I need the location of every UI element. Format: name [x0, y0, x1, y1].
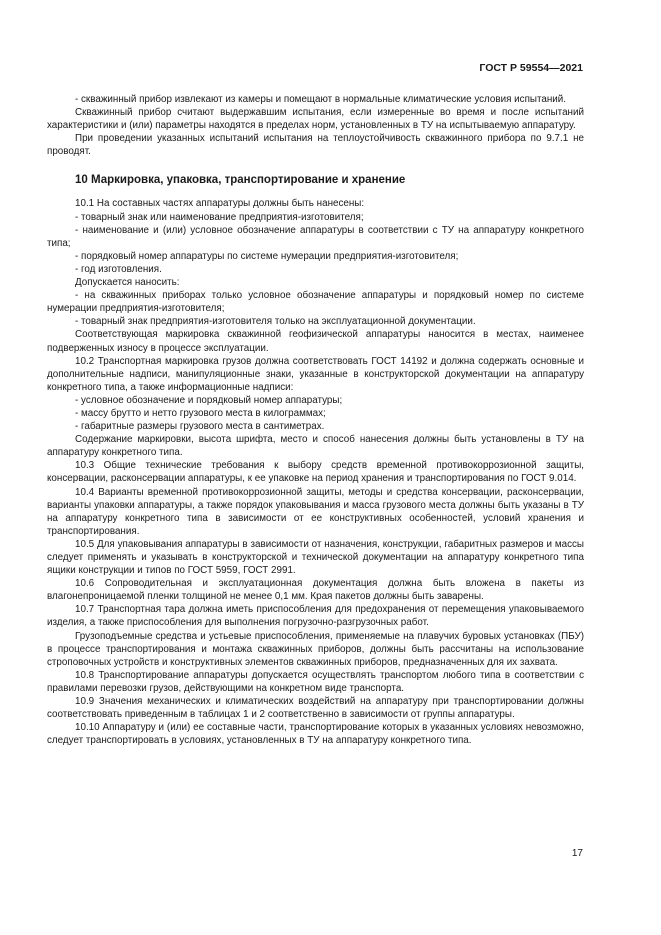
list-item: - массу брутто и нетто грузового места в килограммах; — [75, 407, 326, 419]
paragraph: Соответствующая маркировка скважинной геофизической аппаратуры наносится в местах, наименее подверженных износу в процессе эксплуатации. — [47, 329, 584, 354]
page-number: 17 — [571, 848, 583, 859]
paragraph: 10.7 Транспортная тара должна иметь приспособления для предохранения от перемещения упаковываемого изделия, а также приспособления для выполнения погрузочно-разгрузочных работ. — [47, 604, 584, 629]
list-item: - товарный знак или наименование предприятия-изготовителя; — [75, 211, 364, 223]
list-item: - порядковый номер аппаратуры по системе нумерации предприятия-изготовителя; — [75, 250, 459, 262]
document-header: ГОСТ Р 59554—2021 — [479, 62, 583, 74]
paragraph: - скважинный прибор извлекают из камеры и помещают в нормальные климатические условия испытаний. — [75, 94, 567, 105]
list-item: - год изготовления. — [75, 263, 162, 275]
paragraph: При проведении указанных испытаний испытания на теплоустойчивость скважинного прибора по 9.7.1 не проводят. — [47, 133, 584, 158]
paragraph: Грузоподъемные средства и устьевые приспособления, применяемые на плавучих буровых установках (ПБУ) в процессе транспортирования и монтажа скважинных приборов, должны быть рассчитаны на использование строповочных устройств и конструктивных элементов скважинных приборов, предназначенных для их захвата. — [47, 630, 584, 668]
paragraph: 10.8 Транспортирование аппаратуры допускается осуществлять транспортом любого типа в соответствии с правилами перевозки грузов, действующими на конкретном виде транспорта. — [47, 669, 584, 694]
list-item: - габаритные размеры грузового места в сантиметрах. — [75, 421, 325, 433]
section-heading: 10 Маркировка, упаковка, транспортирование и хранение — [75, 174, 406, 187]
paragraph: 10.10 Аппаратуру и (или) ее составные части, транспортирование которых в указанных условиях невозможно, следует транспортировать в условиях, установленных в ТУ на аппаратуру конкретного типа. — [47, 722, 584, 747]
list-item: - наименование и (или) условное обозначение аппаратуры в соответствии с ТУ на аппаратуру конкретного типа; — [47, 224, 584, 249]
paragraph: 10.9 Значения механических и климатических воздействий на аппаратуру при транспортировании должны соответствовать приведенным в таблицах 1 и 2 соответственно в зависимости от группы аппаратуры. — [47, 696, 584, 721]
paragraph: 10.1 На составных частях аппаратуры должны быть нанесены: — [75, 198, 365, 210]
paragraph: 10.2 Транспортная маркировка грузов должна соответствовать ГОСТ 14192 и должна содержать основные и дополнительные надписи, манипуляционные знаки, указанные в конструкторской документации на аппаратуру конкретного типа, а также информационные надписи: — [47, 355, 584, 393]
paragraph: 10.4 Варианты временной противокоррозионной защиты, методы и средства консервации, расконсервации, варианты упаковки аппаратуры, а также порядок упаковывания и масса грузового места должны быть указаны в ТУ на аппаратуру конкретного типа в зависимости от ее конструктивных особенностей, условий хранения и транспортирования. — [47, 486, 584, 537]
paragraph: Скважинный прибор считают выдержавшим испытания, если измеренные во время и после испытаний характеристики и (или) параметры находятся в пределах норм, установленных в ТУ на испытываемую аппаратуру. — [47, 107, 584, 132]
page-content — [47, 93, 584, 747]
paragraph: 10.3 Общие технические требования к выбору средств временной противокоррозионной защиты, консервации, расконсервации аппаратуры, к ее упаковке на период хранения и транспортирования по ГОСТ 9.014. — [47, 460, 584, 485]
paragraph: 10.6 Сопроводительная и эксплуатационная документация должна быть вложена в пакеты из влагонепроницаемой пленки толщиной не менее 0,1 мм. Края пакетов должны быть заварены. — [47, 578, 584, 603]
list-item: - на скважинных приборах только условное обозначение аппаратуры и порядковый номер по системе нумерации предприятия-изготовителя; — [47, 290, 584, 315]
paragraph: Содержание маркировки, высота шрифта, место и способ нанесения должны быть установлены в ТУ на аппаратуру конкретного типа. — [47, 434, 584, 459]
paragraph: Допускается наносить: — [75, 277, 180, 289]
list-item: - условное обозначение и порядковый номер аппаратуры; — [75, 394, 343, 406]
list-item: - товарный знак предприятия-изготовителя только на эксплуатационной документации. — [75, 316, 476, 328]
paragraph: 10.5 Для упаковывания аппаратуры в зависимости от назначения, конструкции, габаритных размеров и массы следует применять и указывать в конструкторской и технической документации на аппаратуру конкретного типа ящики конструкции и типов по ГОСТ 5959, ГОСТ 2991. — [47, 538, 584, 577]
